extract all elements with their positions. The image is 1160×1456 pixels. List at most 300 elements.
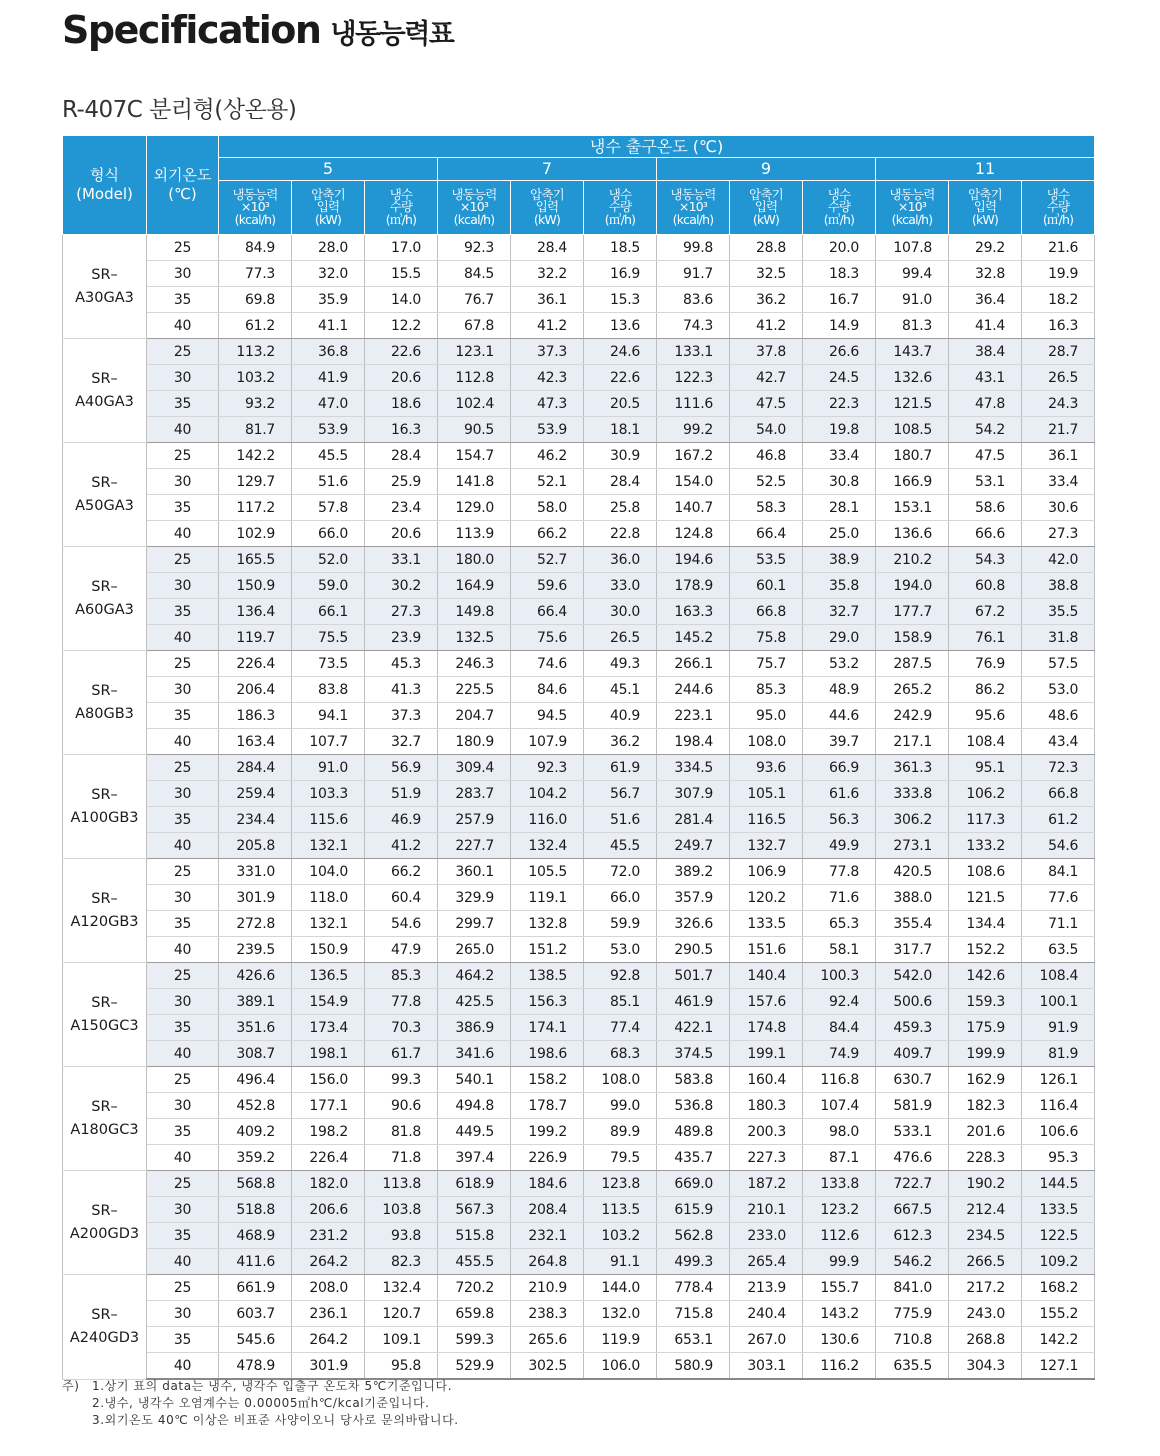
value-cell: 136.6 [876,521,949,547]
value-cell: 435.7 [657,1145,730,1171]
header-sub-cell [730,181,803,235]
value-cell: 154.9 [292,989,365,1015]
section-subtitle: R-407C 분리형(상온용) [62,97,297,123]
value-cell: 16.9 [584,261,657,287]
value-cell: 244.6 [657,677,730,703]
value-cell: 107.8 [876,235,949,261]
value-cell: 56.3 [803,807,876,833]
value-cell: 66.2 [511,521,584,547]
value-cell: 615.9 [657,1197,730,1223]
value-cell: 22.8 [584,521,657,547]
value-cell: 38.4 [949,339,1022,365]
table-row [63,1301,1095,1327]
value-cell: 60.4 [365,885,438,911]
value-cell: 397.4 [438,1145,511,1171]
outdoor-temp-cell: 40 [147,729,219,755]
value-cell: 132.4 [365,1275,438,1301]
header-sub-line: (㎥/h) [604,211,636,227]
value-cell: 107.9 [511,729,584,755]
model-name-line: A150GC3 [70,1017,139,1034]
outdoor-temp-cell: 40 [147,417,219,443]
value-cell: 360.1 [438,859,511,885]
value-cell: 426.6 [219,963,292,989]
value-cell: 52.0 [292,547,365,573]
value-cell: 54.2 [949,417,1022,443]
value-cell: 630.7 [876,1067,949,1093]
value-cell: 301.9 [219,885,292,911]
value-cell: 77.8 [365,989,438,1015]
value-cell: 95.8 [365,1353,438,1380]
value-cell: 41.4 [949,313,1022,339]
value-cell: 71.6 [803,885,876,911]
header-sub-line: (kW) [971,211,999,227]
header-sub-cell [292,181,365,235]
value-cell: 42.0 [1022,547,1095,573]
value-cell: 198.1 [292,1041,365,1067]
value-cell: 37.3 [511,339,584,365]
header-sub-line: 냉수 [827,186,851,202]
value-cell: 66.4 [511,599,584,625]
header-sub-line: 냉수 [1046,186,1070,202]
value-cell: 15.5 [365,261,438,287]
value-cell: 46.9 [365,807,438,833]
value-cell: 151.6 [730,937,803,963]
table-row [63,599,1095,625]
value-cell: 166.9 [876,469,949,495]
value-cell: 16.3 [1022,313,1095,339]
value-cell: 18.5 [584,235,657,261]
value-cell: 273.1 [876,833,949,859]
value-cell: 71.1 [1022,911,1095,937]
outdoor-temp-cell: 30 [147,573,219,599]
value-cell: 333.8 [876,781,949,807]
value-cell: 28.1 [803,495,876,521]
value-cell: 18.6 [365,391,438,417]
value-cell: 74.6 [511,651,584,677]
value-cell: 540.1 [438,1067,511,1093]
value-cell: 59.0 [292,573,365,599]
value-cell: 149.8 [438,599,511,625]
value-cell: 18.3 [803,261,876,287]
value-cell: 98.0 [803,1119,876,1145]
outdoor-temp-cell: 25 [147,755,219,781]
value-cell: 217.1 [876,729,949,755]
value-cell: 116.2 [803,1353,876,1380]
outdoor-temp-cell: 25 [147,651,219,677]
value-cell: 581.9 [876,1093,949,1119]
value-cell: 164.9 [438,573,511,599]
value-cell: 93.6 [730,755,803,781]
header-sub-line: ×10³ [678,199,708,215]
value-cell: 95.1 [949,755,1022,781]
value-cell: 57.5 [1022,651,1095,677]
value-cell: 66.8 [730,599,803,625]
table-row [63,1041,1095,1067]
value-cell: 37.3 [365,703,438,729]
value-cell: 265.0 [438,937,511,963]
value-cell: 36.1 [1022,443,1095,469]
value-cell: 205.8 [219,833,292,859]
header-sub-line: (㎥/h) [1042,211,1074,227]
value-cell: 409.7 [876,1041,949,1067]
value-cell: 72.3 [1022,755,1095,781]
value-cell: 111.6 [657,391,730,417]
value-cell: 117.2 [219,495,292,521]
value-cell: 425.5 [438,989,511,1015]
value-cell: 108.0 [730,729,803,755]
value-cell: 91.0 [876,287,949,313]
model-name-cell [63,859,147,963]
header-sub-line: 냉수 [389,186,413,202]
value-cell: 74.9 [803,1041,876,1067]
value-cell: 226.4 [292,1145,365,1171]
header-sub-line: ×10³ [459,199,489,215]
value-cell: 53.9 [292,417,365,443]
value-cell: 174.8 [730,1015,803,1041]
table-row [63,781,1095,807]
model-name-line: SR– [91,1203,118,1220]
value-cell: 494.8 [438,1093,511,1119]
table-row [63,443,1095,469]
value-cell: 778.4 [657,1275,730,1301]
outdoor-temp-cell: 25 [147,859,219,885]
value-cell: 199.1 [730,1041,803,1067]
value-cell: 422.1 [657,1015,730,1041]
value-cell: 190.2 [949,1171,1022,1197]
value-cell: 264.8 [511,1249,584,1275]
value-cell: 71.8 [365,1145,438,1171]
value-cell: 30.0 [584,599,657,625]
value-cell: 107.7 [292,729,365,755]
value-cell: 41.2 [730,313,803,339]
value-cell: 529.9 [438,1353,511,1380]
outdoor-temp-cell: 35 [147,287,219,313]
value-cell: 28.7 [1022,339,1095,365]
value-cell: 77.8 [803,859,876,885]
value-cell: 102.4 [438,391,511,417]
value-cell: 168.2 [1022,1275,1095,1301]
value-cell: 52.5 [730,469,803,495]
title-korean: 냉동능력표 [330,19,454,50]
value-cell: 140.7 [657,495,730,521]
value-cell: 710.8 [876,1327,949,1353]
model-name-line: SR– [91,1307,118,1324]
value-cell: 45.5 [292,443,365,469]
value-cell: 303.1 [730,1353,803,1380]
value-cell: 266.1 [657,651,730,677]
outdoor-temp-cell: 25 [147,547,219,573]
table-row [63,235,1095,261]
header-sub-line: 입력 [973,199,997,215]
value-cell: 77.4 [584,1015,657,1041]
outdoor-temp-cell: 35 [147,1015,219,1041]
table-row [63,1171,1095,1197]
value-cell: 52.1 [511,469,584,495]
value-cell: 92.8 [584,963,657,989]
value-cell: 28.8 [730,235,803,261]
value-cell: 331.0 [219,859,292,885]
value-cell: 36.8 [292,339,365,365]
value-cell: 309.4 [438,755,511,781]
value-cell: 264.2 [292,1249,365,1275]
value-cell: 136.4 [219,599,292,625]
value-cell: 47.3 [511,391,584,417]
value-cell: 47.0 [292,391,365,417]
value-cell: 46.2 [511,443,584,469]
model-name-cell [63,1171,147,1275]
value-cell: 66.0 [292,521,365,547]
header-sub-line: (kW) [752,211,780,227]
value-cell: 301.9 [292,1353,365,1380]
value-cell: 389.1 [219,989,292,1015]
header-sub-line: (kW) [533,211,561,227]
table-row [63,365,1095,391]
header-sub-line: 수량 [827,199,851,215]
value-cell: 52.7 [511,547,584,573]
value-cell: 32.7 [803,599,876,625]
value-cell: 20.6 [365,365,438,391]
table-header [63,136,1095,235]
value-cell: 113.8 [365,1171,438,1197]
header-sub-line: 압축기 [311,186,345,202]
value-cell: 61.2 [1022,807,1095,833]
value-cell: 36.1 [511,287,584,313]
value-cell: 154.0 [657,469,730,495]
value-cell: 16.3 [365,417,438,443]
value-cell: 341.6 [438,1041,511,1067]
value-cell: 66.2 [365,859,438,885]
value-cell: 199.9 [949,1041,1022,1067]
value-cell: 26.5 [1022,365,1095,391]
footnote-item: 2.냉수, 냉각수 오염계수는 0.00005㎡h℃/kcal기준입니다. [92,1396,430,1410]
value-cell: 266.5 [949,1249,1022,1275]
value-cell: 233.0 [730,1223,803,1249]
outdoor-temp-cell: 30 [147,261,219,287]
value-cell: 38.9 [803,547,876,573]
value-cell: 121.5 [876,391,949,417]
value-cell: 119.7 [219,625,292,651]
value-cell: 93.8 [365,1223,438,1249]
value-cell: 85.3 [730,677,803,703]
value-cell: 77.6 [1022,885,1095,911]
value-cell: 208.4 [511,1197,584,1223]
value-cell: 72.0 [584,859,657,885]
value-cell: 77.3 [219,261,292,287]
value-cell: 265.6 [511,1327,584,1353]
table-row [63,1093,1095,1119]
value-cell: 84.4 [803,1015,876,1041]
header-outlet-temp-title: 냉수 출구온도 (℃) [219,136,1095,158]
value-cell: 112.6 [803,1223,876,1249]
value-cell: 23.4 [365,495,438,521]
value-cell: 33.1 [365,547,438,573]
value-cell: 515.8 [438,1223,511,1249]
value-cell: 43.1 [949,365,1022,391]
value-cell: 108.4 [949,729,1022,755]
value-cell: 141.8 [438,469,511,495]
header-sub-cell [219,181,292,235]
value-cell: 194.6 [657,547,730,573]
outdoor-temp-cell: 40 [147,521,219,547]
table-row [63,469,1095,495]
value-cell: 225.5 [438,677,511,703]
value-cell: 43.4 [1022,729,1095,755]
value-cell: 47.5 [730,391,803,417]
value-cell: 16.7 [803,287,876,313]
header-model [63,136,147,235]
value-cell: 132.7 [730,833,803,859]
value-cell: 30.6 [1022,495,1095,521]
table-row [63,521,1095,547]
table-row [63,755,1095,781]
value-cell: 108.0 [584,1067,657,1093]
value-cell: 32.2 [511,261,584,287]
value-cell: 75.8 [730,625,803,651]
outdoor-temp-cell: 25 [147,1171,219,1197]
value-cell: 132.4 [511,833,584,859]
value-cell: 109.2 [1022,1249,1095,1275]
value-cell: 116.5 [730,807,803,833]
value-cell: 94.1 [292,703,365,729]
value-cell: 56.9 [365,755,438,781]
value-cell: 449.5 [438,1119,511,1145]
value-cell: 28.4 [584,469,657,495]
value-cell: 25.9 [365,469,438,495]
value-cell: 257.9 [438,807,511,833]
value-cell: 234.4 [219,807,292,833]
value-cell: 49.9 [803,833,876,859]
value-cell: 173.4 [292,1015,365,1041]
value-cell: 133.8 [803,1171,876,1197]
model-name-cell [63,1275,147,1380]
table-row [63,339,1095,365]
table-row [63,1249,1095,1275]
value-cell: 112.8 [438,365,511,391]
value-cell: 461.9 [657,989,730,1015]
value-cell: 13.6 [584,313,657,339]
value-cell: 75.6 [511,625,584,651]
value-cell: 38.8 [1022,573,1095,599]
value-cell: 41.9 [292,365,365,391]
value-cell: 19.9 [1022,261,1095,287]
value-cell: 198.6 [511,1041,584,1067]
value-cell: 41.2 [365,833,438,859]
value-cell: 26.5 [584,625,657,651]
value-cell: 722.7 [876,1171,949,1197]
value-cell: 58.3 [730,495,803,521]
value-cell: 35.5 [1022,599,1095,625]
value-cell: 15.3 [584,287,657,313]
outdoor-temp-cell: 30 [147,781,219,807]
value-cell: 140.4 [730,963,803,989]
outdoor-temp-cell: 25 [147,1067,219,1093]
value-cell: 66.8 [1022,781,1095,807]
value-cell: 63.5 [1022,937,1095,963]
value-cell: 536.8 [657,1093,730,1119]
value-cell: 35.8 [803,573,876,599]
value-cell: 198.4 [657,729,730,755]
header-sub-line: (kcal/h) [891,211,933,227]
value-cell: 36.0 [584,547,657,573]
header-sub-line: 냉동능력 [889,186,935,202]
value-cell: 177.7 [876,599,949,625]
value-cell: 58.6 [949,495,1022,521]
value-cell: 583.8 [657,1067,730,1093]
value-cell: 160.4 [730,1067,803,1093]
value-cell: 14.9 [803,313,876,339]
outdoor-temp-cell: 25 [147,235,219,261]
value-cell: 66.1 [292,599,365,625]
value-cell: 74.3 [657,313,730,339]
header-sub-line: (㎥/h) [823,211,855,227]
value-cell: 351.6 [219,1015,292,1041]
value-cell: 194.0 [876,573,949,599]
value-cell: 287.5 [876,651,949,677]
value-cell: 374.5 [657,1041,730,1067]
value-cell: 132.6 [876,365,949,391]
header-temp-11: 11 [876,158,1095,181]
value-cell: 775.9 [876,1301,949,1327]
value-cell: 208.0 [292,1275,365,1301]
value-cell: 33.0 [584,573,657,599]
header-outdoor-temp [147,136,219,235]
header-sub-line: 냉동능력 [232,186,278,202]
outdoor-temp-cell: 30 [147,1301,219,1327]
value-cell: 130.6 [803,1327,876,1353]
value-cell: 132.0 [584,1301,657,1327]
value-cell: 329.9 [438,885,511,911]
value-cell: 56.7 [584,781,657,807]
header-sub-line: ×10³ [240,199,270,215]
value-cell: 104.2 [511,781,584,807]
value-cell: 30.2 [365,573,438,599]
table-row [63,911,1095,937]
value-cell: 66.4 [730,521,803,547]
value-cell: 155.7 [803,1275,876,1301]
value-cell: 28.4 [511,235,584,261]
value-cell: 45.5 [584,833,657,859]
value-cell: 59.9 [584,911,657,937]
table-row [63,677,1095,703]
value-cell: 249.7 [657,833,730,859]
value-cell: 156.3 [511,989,584,1015]
value-cell: 108.4 [1022,963,1095,989]
value-cell: 108.6 [949,859,1022,885]
value-cell: 204.7 [438,703,511,729]
value-cell: 91.9 [1022,1015,1095,1041]
header-temp-5: 5 [219,158,438,181]
value-cell: 85.3 [365,963,438,989]
value-cell: 155.2 [1022,1301,1095,1327]
value-cell: 106.2 [949,781,1022,807]
outdoor-temp-cell: 35 [147,495,219,521]
value-cell: 32.7 [365,729,438,755]
outdoor-temp-cell: 40 [147,1353,219,1380]
outdoor-temp-cell: 40 [147,313,219,339]
value-cell: 268.8 [949,1327,1022,1353]
value-cell: 180.3 [730,1093,803,1119]
value-cell: 386.9 [438,1015,511,1041]
value-cell: 47.8 [949,391,1022,417]
value-cell: 106.6 [1022,1119,1095,1145]
value-cell: 48.6 [1022,703,1095,729]
value-cell: 118.0 [292,885,365,911]
value-cell: 228.3 [949,1145,1022,1171]
spec-table [62,135,1095,1380]
value-cell: 99.2 [657,417,730,443]
value-cell: 99.8 [657,235,730,261]
value-cell: 162.9 [949,1067,1022,1093]
